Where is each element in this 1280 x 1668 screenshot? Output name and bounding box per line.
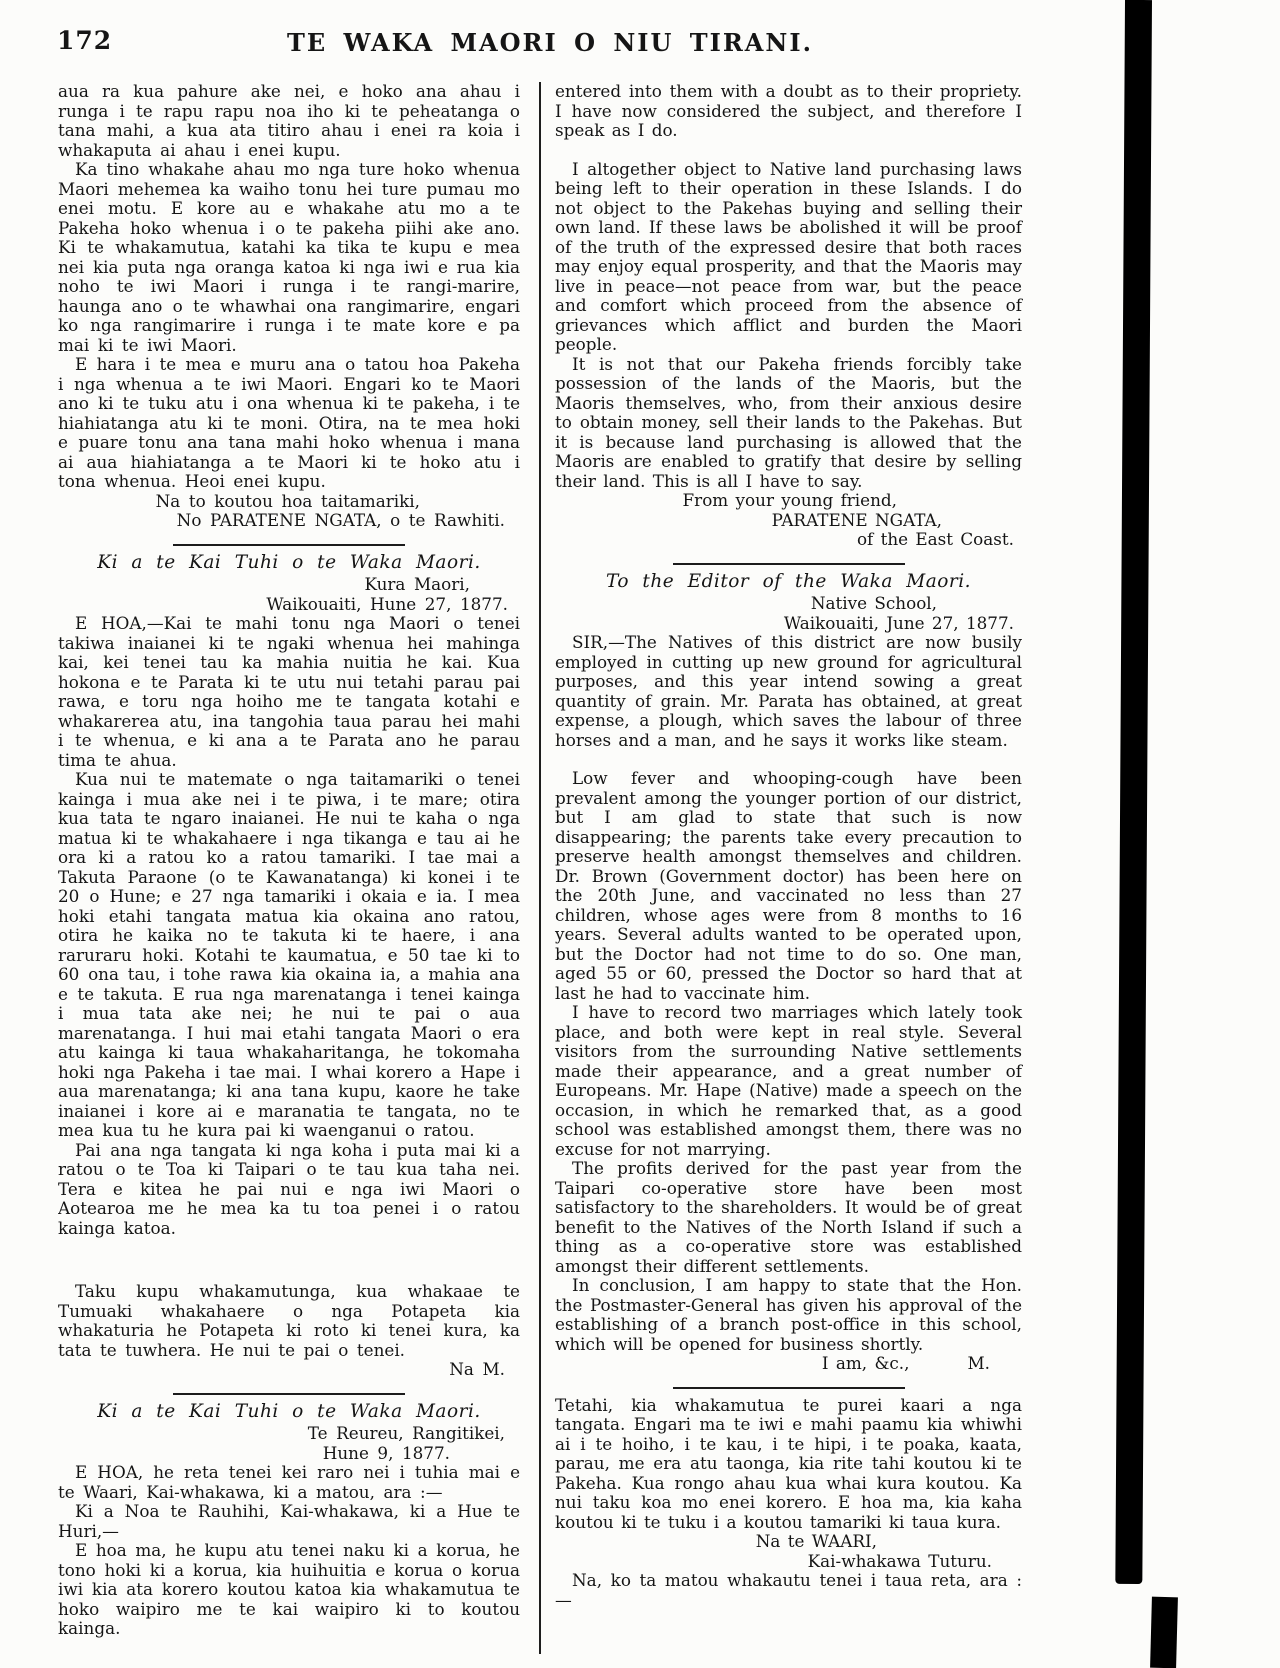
body-paragraph: In conclusion, I am happy to state that the Hon. the Postmaster-General has given his approval of the establishing of a branch post-office in this school, which will be opened for business shortly. <box>555 1275 1022 1354</box>
body-paragraph: entered into them with a doubt as to their propriety. I have now considered the subject, and therefore I speak as I do. <box>555 82 1022 140</box>
paragraph-gap <box>555 141 1022 160</box>
body-paragraph: It is not that our Pakeha friends forcibly take possession of the lands of the Maoris, but the Maoris themselves, who, from their anxious desire to obtain money, sell their lands to the Pakehas. But it is because land purchasing is allowed that the Maoris are enabled to gratify that desire by selling their land. This is all I have to say. <box>555 353 1022 491</box>
left-column <box>58 82 520 1639</box>
paragraph-gap <box>555 750 1022 769</box>
body-paragraph: Ka tino whakahe ahau mo nga ture hoko whenua Maori mehemea ka waiho tonu hei ture pumau mo enei motu. E kore au e whakahe atu mo a te Pakeha hoko whenua i o te pakeha piihi ake ano. Ki te whakamutua, katahi ka tika te kupu e mea nei kia puta nga oranga katoa ki nga iwi e rua kia noho te iwi Maori i runga i te rangi-marire, haunga ano o te whawhai ona rangimarire, engari ko nga rangimarire i runga i te mate kore e pa mai ki te iwi Maori. <box>58 159 520 355</box>
dateline: Te Reureu, Rangitikei, <box>307 1423 505 1443</box>
body-paragraph: Tetahi, kia whakamutua te purei kaari a nga tangata. Engari ma te iwi e mahi paamu kia whiwhi ai i te hoiho, i te kau, i te hipi, i te poaka, kaata, parau, me era atu taonga, kia rite tahi koutou ki te Pakeha. Kua rongo ahau kua whai kura koutou. Ka nui taku koa mo enei korero. E hoa ma, kia kaha koutou ki te tuku i a koutou tamariki ki taua kura. <box>555 1394 1022 1532</box>
body-paragraph: Kua nui te matemate o nga taitamariki o tenei kainga i mua ake nei i te piwa, i te mare; otira kua tata te ngaro inaianei. He nui te kaha o nga matua ki te whakahaere i nga tikanga e tau ai he ora ki a ratou ko a ratou tamariki. I tae mai a Takuta Paraone (o te Kawanatanga) ki konei i te 20 o Hune; e 27 nga tamariki i okaia e ia. I mea hoki etahi tangata matua kia okaina ano ratou, otira he kaika no te takuta ki te haere, i ana raruraru hoki. Kotahi te kaumatua, e 50 tae ki to 60 ona tau, i tohe rawa kia okaina ia, a mahia ana e te takuta. E rua nga marenatanga i tenei kainga i mua tata ake nei; he nui te pai o aua marenatanga. I hui mai etahi tangata Maori o era atu kainga ki taua whakaharitanga, he tokomaha hoki nga Pakeha i tae mai. I whai korero a Hape i aua marenatanga; ki ana tana kupu, kaore he take inaianei i kore ai e maranatia te tangata, no te mea kua tu he kura pai ki waenganui o ratou. <box>58 769 520 1140</box>
section-divider-rule <box>673 563 905 565</box>
body-paragraph: aua ra kua pahure ake nei, e hoko ana ahau i runga i te rapu rapu noa iho ki te peheatanga o tana mahi, a kua ata titiro ahau i enei ra koia i whakaputa ai ahau i enei kupu. <box>58 82 520 160</box>
signature-line: Na M. <box>449 1359 505 1379</box>
closing-phrase: I am, &c., <box>821 1353 910 1373</box>
body-paragraph: SIR,—The Natives of this district are now busily employed in cutting up new ground for agricultural purposes, and this year intend sowing a great quantity of grain. Mr. Parata has obtained, at great expense, a plough, which saves the labour of three horses and a man, and he says it works like steam. <box>555 632 1022 750</box>
dateline: Native School, <box>810 593 937 613</box>
signature-line: From your young friend, <box>682 490 897 510</box>
dateline: Hune 9, 1877. <box>322 1442 450 1463</box>
body-paragraph: Taku kupu whakamutunga, kua whakaae te Tumuaki whakahaere o nga Potapeta kia whakaturia he Potapeta ki roto ki tenei kura, ka tata te tuwhera. He nui te pai o tenei. <box>58 1281 520 1360</box>
text-columns <box>58 82 1024 1660</box>
masthead-title: TE WAKA MAORI O NIU TIRANI. <box>287 28 813 57</box>
scan-artifact-corner-mark <box>1150 1597 1178 1668</box>
body-paragraph: I altogether object to Native land purchasing laws being left to their operation in these Islands. I do not object to the Pakehas buying and selling their own land. If these laws be abolished it will be proof of the truth of the expressed desire that both races may enjoy equal prosperity, and that the Maoris may live in peace—not peace from war, but the peace and comfort which proceed from the absence of grievances which afflict and burden the Maori people. <box>555 158 1022 354</box>
body-paragraph: Pai ana nga tangata ki nga koha i puta mai ki a ratou o te Toa ki Taipari o te tau kua taha nei. Tera e kitea he pai nui e nga iwi Maori o Aotearoa me he mea ka tu toa penei i o ratou kainga katoa. <box>58 1139 520 1238</box>
body-paragraph: Low fever and whooping-cough have been prevalent among the younger portion of our district, but I am glad to state that such is now disappearing; the parents take every precaution to preserve health amongst themselves and children. Dr. Brown (Government doctor) has been here on the 20th June, and vaccinated no less than 27 children, whose ages were from 8 months to 16 years. Several adults wanted to be operated upon, but the Doctor had not time to do so. One man, aged 55 or 60, pressed the Doctor so hard that at last he had to vaccinate him. <box>555 768 1022 1003</box>
body-paragraph: Na, ko ta matou whakautu tenei i taua reta, ara :— <box>555 1570 1022 1610</box>
right-column <box>555 82 1022 1610</box>
column-divider-rule <box>539 82 541 1654</box>
dateline: Kura Maori, <box>364 574 470 594</box>
section-divider-rule <box>673 1387 905 1389</box>
signature-line: Na te WAARI, <box>755 1531 877 1551</box>
body-paragraph: The profits derived for the past year from the Taipari co-operative store have been most satisfactory to the shareholders. It would be of great benefit to the Natives of the North Island if such a thing as a co-operative store was established amongst their different settlements. <box>555 1158 1022 1276</box>
scan-artifact-binding-bar <box>1115 0 1152 1584</box>
body-paragraph: Ki a Noa te Rauhihi, Kai-whakawa, ki a Hue te Huri,— <box>58 1501 520 1541</box>
body-paragraph: E HOA, he reta tenei kei raro nei i tuhia mai e te Waari, Kai-whakawa, ki a matou, ara :— <box>58 1462 520 1502</box>
body-paragraph: E hoa ma, he kupu atu tenei naku ki a korua, he tono hoki ki a korua, kia huihuitia e korua o korua iwi kia ata korero koutou katoa kia whakamutua te hoko waipiro me te kai waipiro ki to koutou kainga. <box>58 1540 520 1638</box>
letter-heading: To the Editor of the Waka Maori. <box>605 570 971 592</box>
signature-line: of the East Coast. <box>856 529 1014 549</box>
letter-heading: Ki a te Kai Tuhi o te Waka Maori. <box>97 1400 481 1422</box>
dateline: Waikouaiti, Hune 27, 1877. <box>266 593 508 614</box>
body-paragraph: E hara i te mea e muru ana o tatou hoa Pakeha i nga whenua a te iwi Maori. Engari ko te Maori ano ki te tuku atu i ona whenua ki te pakeha, i te hiahiatanga atu ki te moni. Otira, na te mea hoki e puare tonu ana tana mahi hoko whenua i mana ai aua hiahiatanga a te Maori ki te hoko atu i tona whenua. Heoi enei kupu. <box>58 354 520 491</box>
signature-line: Kai-whakawa Tuturu. <box>807 1550 992 1571</box>
dateline: Waikouaiti, June 27, 1877. <box>783 612 1014 633</box>
signature-line: No PARATENE NGATA, o te Rawhiti. <box>176 510 505 530</box>
section-divider-rule <box>173 1393 405 1395</box>
section-divider-rule <box>173 544 405 546</box>
signature-line: PARATENE NGATA, <box>771 509 942 530</box>
page-number: 172 <box>57 26 113 55</box>
paragraph-gap <box>58 1238 520 1282</box>
letter-heading: Ki a te Kai Tuhi o te Waka Maori. <box>97 551 481 573</box>
body-paragraph: I have to record two marriages which lately took place, and both were kept in real style. Several visitors from the surrounding Native settlements made their appearance, and a great number of Europeans. Mr. Hape (Native) made a speech on the occasion, in which he remarked that, as a good school was established amongst them, there was no excuse for not marrying. <box>555 1002 1022 1159</box>
closing-line <box>555 1354 1022 1374</box>
body-paragraph: E HOA,—Kai te mahi tonu nga Maori o tenei takiwa inaianei ki te ngaki whenua hei mahinga kai, kei tenei tau ka mahia nuitia he kai. Kua hokona e te Parata ki te utu nui tetahi parau pai rawa, e toru nga hoiho me te tangata kotahi e whakarerea atu, ina tangohia taua parau hei mahi i te whenua, e ki ana a te Parata ano he parau tima te ahua. <box>58 613 520 770</box>
signature-line: Na to koutou hoa taitamariki, <box>155 490 420 511</box>
closing-initial: M. <box>967 1353 990 1373</box>
